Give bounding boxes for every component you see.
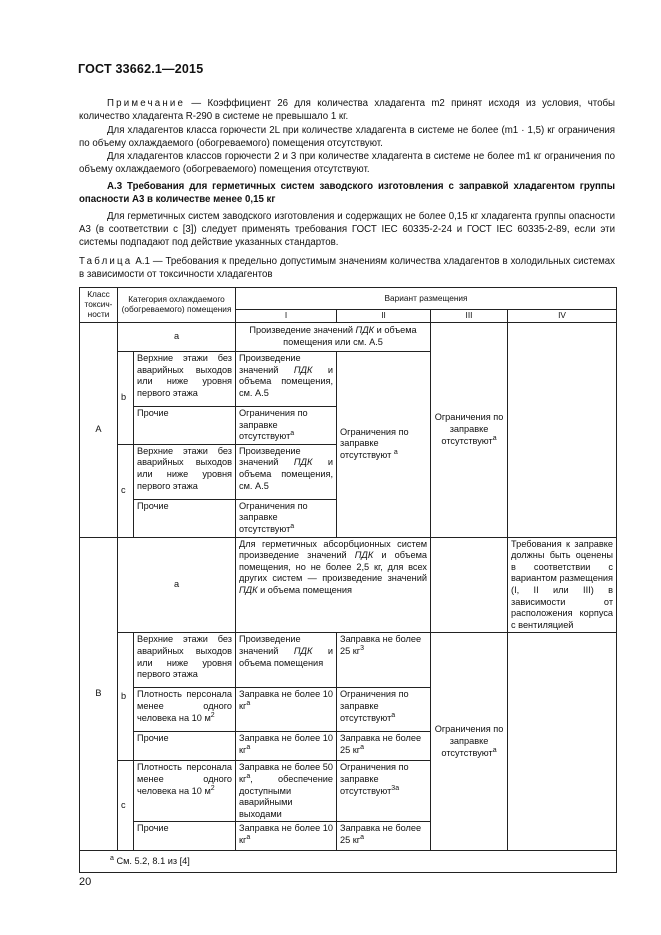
paragraph-flammability-2-3: Для хладагентов классов горючести 2 и 3 при количестве хладагента в системе не более m1 кг ограничения по объему охлаждаемого (обогреваемого) помещения отсутствуют. — [79, 151, 615, 176]
footnote-a-mark: a — [391, 711, 396, 719]
class-a-b1-variant-1: Произведение значений ПДК и объема помещения, см. А.5 — [236, 352, 337, 407]
header-variant-4: IV — [508, 310, 617, 323]
class-a-row-a-text: Произведение значений ПДК и объема помещения или см. А.5 — [236, 323, 431, 352]
empty-cell — [508, 323, 617, 538]
superscript-2: 2 — [210, 711, 215, 719]
header-toxicity-class: Класс токсич-ности — [80, 288, 118, 323]
footnote-3a-mark: 3a — [391, 784, 400, 792]
class-b-row-a-label: а — [118, 537, 236, 633]
table-caption — [79, 255, 615, 281]
class-b-c2-v2-text: Заправка не более 25 кг — [340, 823, 422, 845]
footnote-a-mark: a — [110, 854, 114, 862]
section-heading-a3: А.3 Требования для герметичных систем заводского изготовления с заправкой хладагентом группы опасности А3 в количестве менее 0,15 кг — [79, 181, 615, 206]
class-b-c2-category: Прочие — [134, 822, 236, 851]
note-dash: — — [191, 98, 202, 109]
footnote-text: См. 5.2, 8.1 из [4] — [116, 855, 190, 866]
footnote-a-mark: a — [393, 449, 398, 457]
class-b-c2-variant-2 — [337, 822, 431, 851]
footnote-a-mark: a — [246, 743, 251, 751]
class-b-c2-variant-1 — [236, 822, 337, 851]
footnote-a-mark: a — [492, 746, 497, 754]
class-b-row-a-text: Для герметичных абсорбционных систем произведение значений ПДК и объема помещения, но не более 2,5 кг, для всех других систем — произведение значений ПДК и объема помещения — [236, 537, 431, 633]
class-a-label: A — [80, 323, 118, 538]
footnote-a-mark: a — [360, 833, 365, 841]
note-text: Коэффициент 26 для количества хладагента m2 принят исходя из условия, чтобы количество хладагента R-290 в системе не превышало 1 кг. — [79, 98, 615, 123]
class-b-b3-v1-text: Заправка не более 10 кг — [239, 733, 334, 755]
class-a-b2-category: Прочие — [134, 407, 236, 445]
variant-4-requirements: Требования к заправке должны быть оценены в соответствии с вариантом размещения (I, II или III) в зависимости от расположения корпуса с вентиляцией — [508, 537, 617, 633]
table-caption-text: А.1 — Требования к предельно допустимым значениям количества хладагентов в холодильных системах в зависимости от токсичности хладагентов — [79, 256, 615, 281]
class-b-c1-variant-1: Заправка не более 50 $кг^a$, обеспечение доступными аварийными выходами — [236, 761, 337, 822]
class-b-b3-variant-1 — [236, 732, 337, 761]
header-variant-3: III — [431, 310, 508, 323]
empty-cell — [431, 537, 508, 633]
class-a-c-label: с — [118, 444, 134, 537]
class-b-v3-text: Ограничения по заправке отсутствуют — [434, 724, 504, 758]
footnote-a-mark: a — [492, 434, 497, 442]
class-b-c1-variant-2 — [337, 761, 431, 822]
class-b-b-label: b — [118, 633, 134, 761]
note-paragraph — [79, 97, 615, 123]
class-a-v3-text: Ограничения по заправке отсутствуют — [434, 412, 504, 446]
class-b-variant-3 — [431, 633, 508, 851]
paragraph-a3: Для герметичных систем заводского изготовления и содержащих не более 0,15 кг хладагента группы опасности А3 (в соответствии с [3]) следует применять требования ГОСТ IEC 60335-2-24 и ГОСТ IEC 60335-2-89, если эти системы подпадают под действие указанных стандартов. — [79, 211, 615, 249]
paragraph-2l: Для хладагентов класса горючести 2L при количестве хладагента в системе не более (m1 · 1,5) кг ограничения по объему охлаждаемого (обогреваемого) помещения отсутствуют. — [79, 125, 615, 150]
class-a-c1-category: Верхние этажи без аварийных выходов или ниже уровня первого этажа — [134, 444, 236, 499]
footnote-a-mark: a — [246, 699, 251, 707]
class-a-row-a-label: а — [118, 323, 236, 352]
class-a-v2-text: Ограничения по заправке отсутствуют — [340, 426, 409, 461]
class-b-b1-variant-1: Произведение значений ПДК и объема помещения — [236, 633, 337, 688]
class-b-b2-v1-text: Заправка не более 10 кг — [239, 689, 334, 711]
class-b-b1-variant-2 — [337, 633, 431, 688]
class-a-b-label: b — [118, 352, 134, 445]
footnote-a-mark: a — [360, 743, 365, 751]
class-b-b3-category: Прочие — [134, 732, 236, 761]
class-a-b2-v1-text: Ограничения по заправке отсутствуют — [239, 408, 308, 442]
class-a-c2-variant-1 — [236, 499, 337, 537]
class-b-c1-cat-text: Плотность персонала менее одного человека на 10 м — [137, 762, 233, 796]
class-b-c-label: с — [118, 761, 134, 851]
footnote-a-mark: a — [290, 522, 295, 530]
class-b-b3-variant-2 — [337, 732, 431, 761]
class-b-b2-cat-text: Плотность персонала менее одного человека на 10 м — [137, 689, 233, 723]
empty-cell — [508, 633, 617, 851]
class-b-c1-category — [134, 761, 236, 822]
class-b-label: В — [80, 537, 118, 851]
footnote-3-mark: 3 — [360, 644, 365, 652]
class-a-c2-v1-text: Ограничения по заправке отсутствуют — [239, 500, 308, 534]
class-a-b2-variant-1 — [236, 407, 337, 445]
class-b-b1-category: Верхние этажи без аварийных выходов или ниже уровня первого этажа — [134, 633, 236, 688]
refrigerant-charge-table — [79, 287, 617, 873]
class-b-b2-v2-text: Ограничения по заправке отсутствуют — [340, 689, 409, 723]
note-label: Примечание — [107, 98, 186, 109]
table-caption-label: Таблица — [79, 256, 133, 267]
class-b-b1-v2-text: Заправка не более 25 кг — [340, 634, 422, 656]
superscript-2: 2 — [210, 784, 215, 792]
class-b-b2-category — [134, 688, 236, 732]
header-variant-1: I — [236, 310, 337, 323]
class-a-c2-category: Прочие — [134, 499, 236, 537]
class-b-c1-v2-text: Ограничения по заправке отсутствуют — [340, 762, 409, 796]
footnote-a-mark: a — [246, 772, 251, 780]
class-b-b2-variant-2 — [337, 688, 431, 732]
class-a-b1-category: Верхние этажи без аварийных выходов или ниже уровня первого этажа — [134, 352, 236, 407]
class-a-variant-3 — [431, 323, 508, 538]
class-b-b2-variant-1 — [236, 688, 337, 732]
class-a-c1-variant-1: Произведение значений ПДК и объема помещения, см. А.5 — [236, 444, 337, 499]
header-room-category: Категория охлаждаемого (обогреваемого) помещения — [118, 288, 236, 323]
footnote-a-mark: a — [246, 833, 251, 841]
class-a-variant-2 — [337, 352, 431, 538]
header-placement-variant: Вариант размещения — [236, 288, 617, 310]
page-number: 20 — [79, 876, 92, 888]
class-b-b3-v2-text: Заправка не более 25 кг — [340, 733, 422, 755]
footnote-a-mark: a — [290, 430, 295, 438]
class-b-c2-v1-text: Заправка не более 10 кг — [239, 823, 334, 845]
document-header: ГОСТ 33662.1—2015 — [78, 62, 204, 76]
table-footnote — [80, 851, 617, 873]
header-variant-2: II — [337, 310, 431, 323]
